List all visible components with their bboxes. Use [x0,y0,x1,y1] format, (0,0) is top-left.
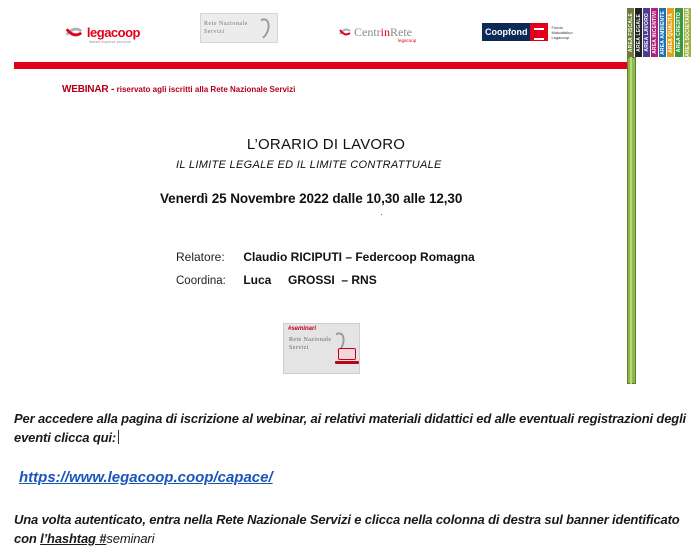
login-instructions: Una volta autenticato, entra nella Rete Nazionale Servizi e clicca nella colonna di destra sul banner identificato con l’hashtag #seminari [14,512,680,546]
webinar-restriction: riservato agli iscritti alla Rete Nazionale Servizi [116,85,296,94]
event-title: L’ORARIO DI LAVORO [246,136,406,153]
coordina-value: Luca GROSSI – RNS [243,273,377,287]
side-tab[interactable]: AREA FISCALE [626,8,634,57]
event-subtitle: IL LIMITE LEGALE ED IL LIMITE CONTRATTUALE [176,159,442,171]
banner-line1: Rete Nazionale [289,337,332,343]
webinar-lead: WEBINAR - [62,84,115,95]
header-red-rule [14,62,628,69]
side-tab[interactable]: AREA SOCIETARIA [684,8,691,57]
centrinrete-wordmark: CentrinRete [354,25,413,39]
relatore-row [176,250,475,264]
side-tab[interactable]: AREA QUALITÀ [666,8,674,57]
rns-swoosh-icon [252,16,273,41]
side-tab[interactable]: AREA INCENTIVI [650,8,658,57]
rns-logo-line2: Servizi [204,29,225,35]
laptop-icon [338,348,356,360]
seminari-banner[interactable] [283,323,360,374]
banner-line2: Servizi [289,345,309,351]
side-tab[interactable]: AREA LAVORO [642,8,650,57]
rns-logo-line1: Rete Nazionale [204,21,248,27]
coopfond-text: Fondo Mutualistico Legacoop [551,24,573,40]
legacoop-logo [64,14,140,50]
decorative-dot: · [380,209,383,219]
side-area-tabs [626,8,691,57]
text-cursor [118,430,119,444]
side-tab[interactable]: AREA AMBIENTE [658,8,666,57]
legacoop-wordmark: legacoop [86,24,140,40]
centrinrete-mark-icon [338,25,352,39]
capace-link[interactable]: https://www.legacoop.coop/capace/ [19,469,273,486]
coopfond-wordmark: Coopfond [482,23,530,41]
centrinrete-sub: legacoop [398,38,417,43]
side-tab[interactable]: AREA CREDITO [674,8,683,57]
coordina-label: Coordina: [176,275,226,287]
relatore-label: Relatore: [176,250,225,264]
seminari-hashtag: #seminari [288,326,317,332]
webinar-header [62,84,295,95]
side-green-bar-highlight [630,57,632,384]
event-date: Venerdì 25 Novembre 2022 dalle 10,30 alle 12,30 [160,191,463,206]
legacoop-mark-icon [64,21,84,43]
rns-logo [200,13,278,43]
coopfond-mark-icon [530,23,548,41]
coordina-row [176,273,377,287]
side-tab[interactable]: AREA LEGALE [634,8,642,57]
legacoop-tagline: italiani imprese persone [89,39,132,44]
coopfond-logo [482,20,598,44]
centrinrete-logo [338,14,428,50]
access-instructions: Per accedere alla pagina di iscrizione al webinar, ai relativi materiali didattici ed alle eventuali registrazioni degli eventi clicca qui: [14,411,686,445]
hashtag-underlined: l’hashtag # [40,531,107,546]
relatore-value: Claudio RICIPUTI – Federcoop Romagna [243,250,475,264]
